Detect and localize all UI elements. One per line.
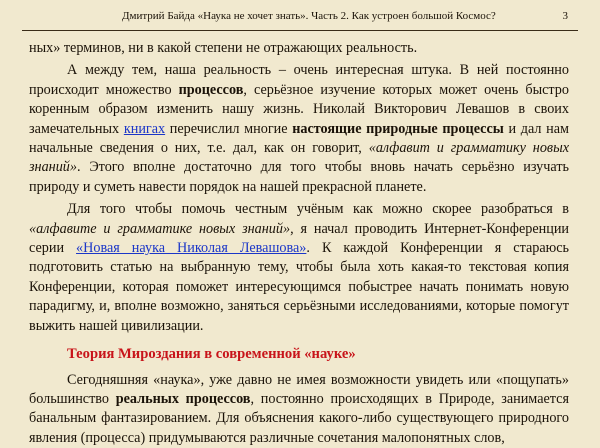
section-heading: Теория Мироздания в современной «науке»: [67, 345, 569, 364]
article-body: [29, 39, 569, 448]
text-span: и дал нам начальные сведения о них, т.е. дал, как он говорит,: [29, 121, 569, 156]
page-number: 3: [563, 10, 569, 22]
text-span: Для того чтобы помочь честным учёным как можно скорее разобраться в: [67, 201, 569, 217]
italic-quote-alphabet: «алфавите и грамматике новых знаний»: [29, 221, 290, 237]
paragraph-text: ных» терминов, ни в какой степени не отражающих реальность.: [29, 40, 417, 56]
text-span: перечислил многие: [165, 121, 292, 137]
paragraph-conferences: [29, 200, 569, 336]
paragraph-continuation: [29, 39, 569, 58]
paragraph-modern-science: [29, 371, 569, 448]
header-title: Дмитрий Байда «Наука не хочет знать». Часть 2. Как устроен большой Космос?: [122, 10, 496, 22]
bold-term-processes: процессов: [179, 82, 244, 98]
text-span: Сегодняшняя «наука», уже давно не имея возможности увидеть или «пощупать» большинство: [29, 372, 569, 407]
text-span: , постоянно происходящих в Природе, занимается банальным фантазированием. Для объяснения какого-либо существующего природного явления (процесса) придумываются различные сочетания малопонятных слов,: [29, 391, 569, 446]
bold-term-natural-processes: настоящие природные процессы: [292, 121, 504, 137]
text-span: , я начал проводить Интернет-Конференции серии: [29, 221, 569, 256]
page-header: [22, 0, 578, 31]
text-span: . Этого вполне достаточно для того чтобы вновь начать серьёзно изучать природу и суметь навести порядок на нашей прекрасной планете.: [29, 159, 569, 194]
text-span: А между тем, наша реальность – очень интересная штука. В ней постоянно происходит множество: [29, 62, 569, 97]
conference-series-link[interactable]: «Новая наука Николая Левашова»: [76, 240, 306, 256]
books-link[interactable]: книгах: [124, 121, 165, 137]
text-span: , серьёзное изучение которых может очень быстро коренным образом изменить нашу жизнь. Николай Викторович Левашов в своих замечательных: [29, 82, 569, 137]
text-span: . К каждой Конференции я стараюсь подготовить статью на выбранную тему, чтобы была хоть какая-то текстовая копия Конференции, которая поможет интересующимся побыстрее начать понимать новую парадигму, и, вполне возможно, заняться серьёзными исследованиями, которые помогут выжить нашей цивилизации.: [29, 240, 569, 334]
bold-term-real-processes: реальных процессов: [116, 391, 251, 407]
paragraph-reality: [29, 61, 569, 197]
italic-quote-alphabet: «алфавит и грамматику новых знаний»: [29, 140, 569, 175]
